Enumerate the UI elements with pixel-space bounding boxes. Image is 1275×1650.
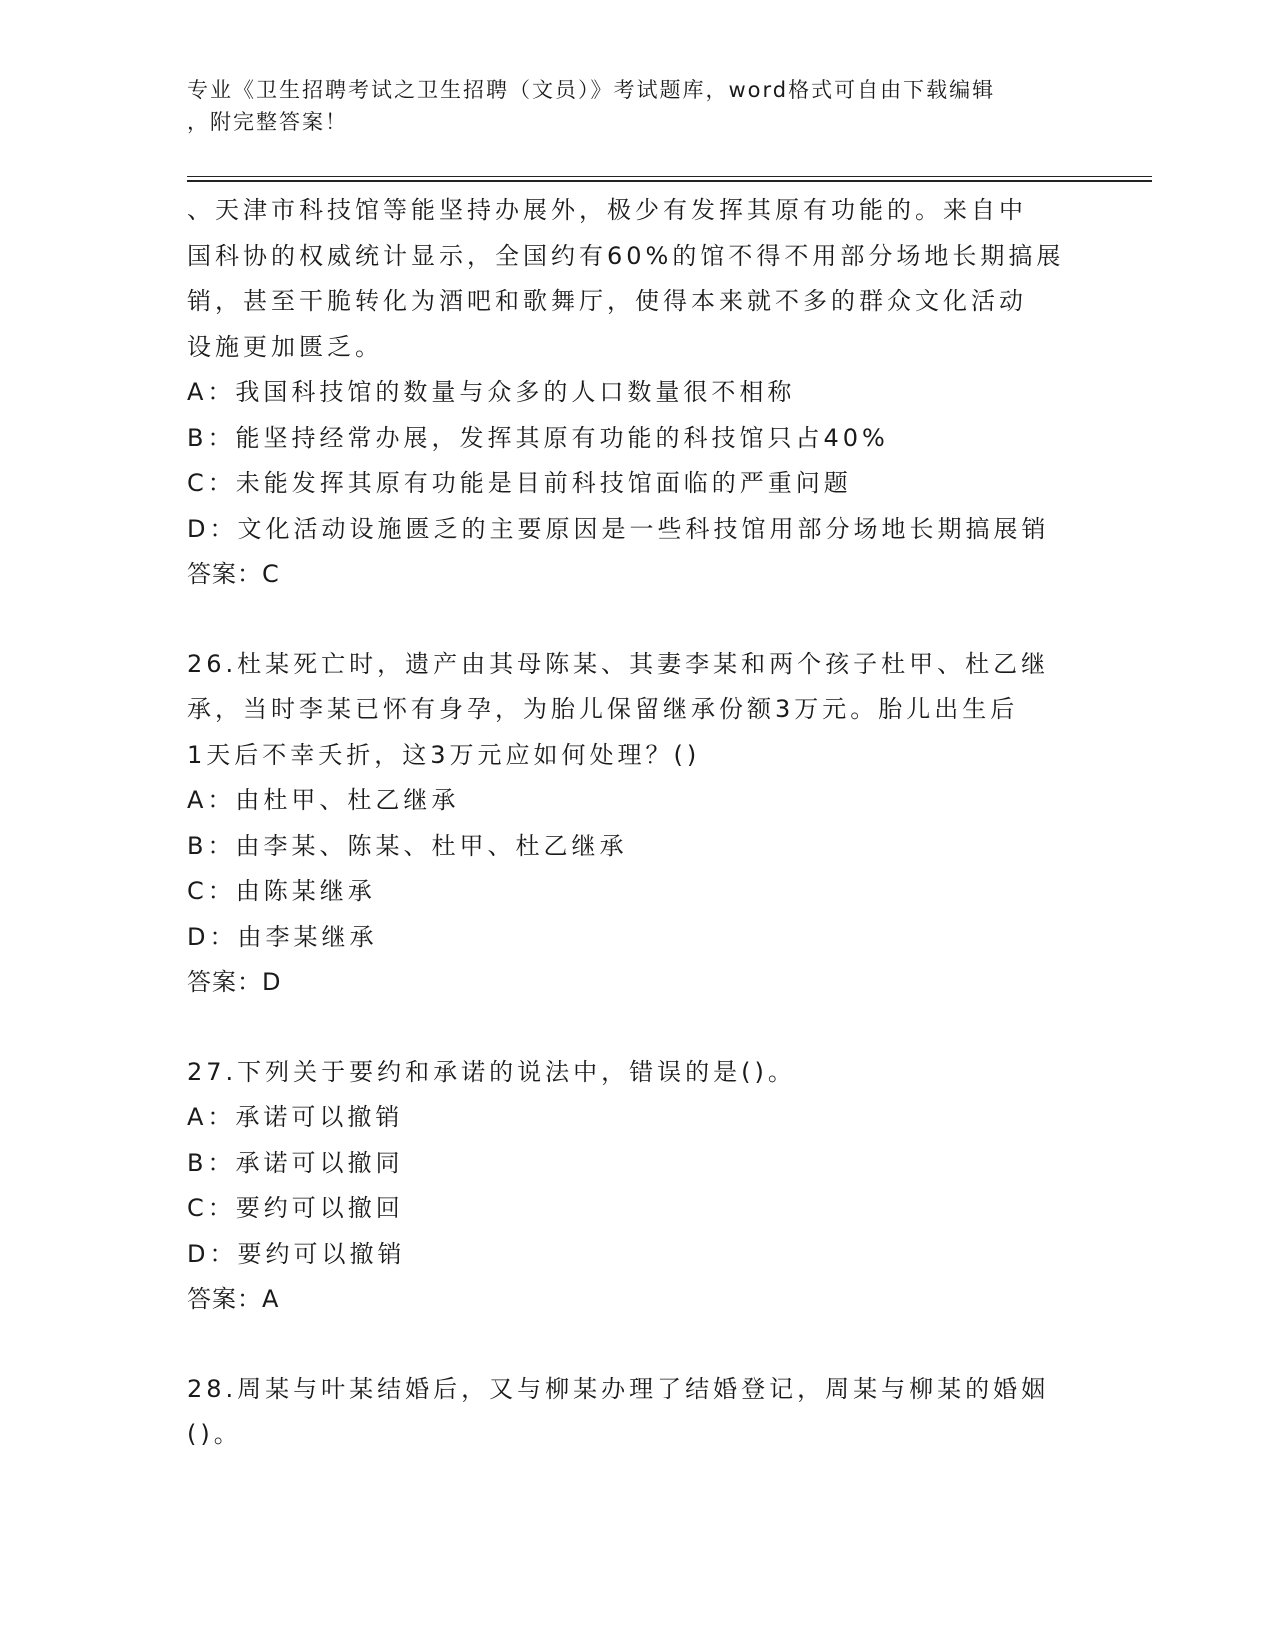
option-b: B：由李某、陈某、杜甲、杜乙继承 (187, 831, 628, 860)
answer: 答案：C (187, 560, 280, 588)
option-b: B：承诺可以撤同 (187, 1148, 404, 1177)
option-a: A：承诺可以撤销 (187, 1103, 404, 1131)
option-a: A：由杜甲、杜乙继承 (187, 786, 460, 814)
question-25 (187, 188, 1087, 598)
question-text-line: 1天后不幸夭折，这3万元应如何处理？() (187, 740, 701, 769)
option-c: C：由陈某继承 (187, 877, 376, 905)
header-line-2: ，附完整答案！ (187, 110, 348, 134)
question-text-line: 国科协的权威统计显示，全国约有60%的馆不得不用部分场地长期搞展 (187, 241, 1065, 270)
option-a: A：我国科技馆的数量与众多的人口数量很不相称 (187, 378, 796, 406)
header-divider-thin (187, 176, 1152, 177)
question-28 (187, 1367, 1087, 1458)
header-divider-thick (187, 180, 1152, 182)
answer: 答案：D (187, 968, 282, 996)
question-27 (187, 1050, 1087, 1323)
option-b: B：能坚持经常办展，发挥其原有功能的科技馆只占40% (187, 423, 889, 452)
question-text-line: 28.周某与叶某结婚后，又与柳某办理了结婚登记，周某与柳某的婚姻 (187, 1374, 1050, 1403)
question-text-line: 设施更加匮乏。 (187, 332, 383, 361)
question-text-line: 、天津市科技馆等能坚持办展外，极少有发挥其原有功能的。来自中 (187, 196, 1027, 224)
answer: 答案：A (187, 1285, 280, 1313)
spacer (187, 1006, 1087, 1050)
option-c: C：要约可以撤回 (187, 1194, 404, 1222)
question-26 (187, 642, 1087, 1006)
question-text-line: 27.下列关于要约和承诺的说法中，错误的是()。 (187, 1057, 796, 1086)
option-d: D：要约可以撤销 (187, 1239, 406, 1268)
spacer (187, 1323, 1087, 1367)
question-text-line: ()。 (187, 1420, 242, 1448)
document-header (187, 74, 1087, 138)
option-c: C：未能发挥其原有功能是目前科技馆面临的严重问题 (187, 469, 852, 497)
question-text-line: 承，当时李某已怀有身孕，为胎儿保留继承份额3万元。胎儿出生后 (187, 695, 1019, 723)
document-body (187, 188, 1087, 1458)
question-text-line: 26.杜某死亡时，遗产由其母陈某、其妻李某和两个孩子杜甲、杜乙继 (187, 649, 1050, 678)
header-line-1: 专业《卫生招聘考试之卫生招聘（文员）》考试题库，word格式可自由下载编辑 (187, 78, 996, 102)
option-d: D：由李某继承 (187, 922, 378, 951)
spacer (187, 598, 1087, 642)
option-d: D：文化活动设施匮乏的主要原因是一些科技馆用部分场地长期搞展销 (187, 514, 1050, 543)
question-text-line: 销，甚至干脆转化为酒吧和歌舞厅，使得本来就不多的群众文化活动 (187, 287, 1027, 315)
